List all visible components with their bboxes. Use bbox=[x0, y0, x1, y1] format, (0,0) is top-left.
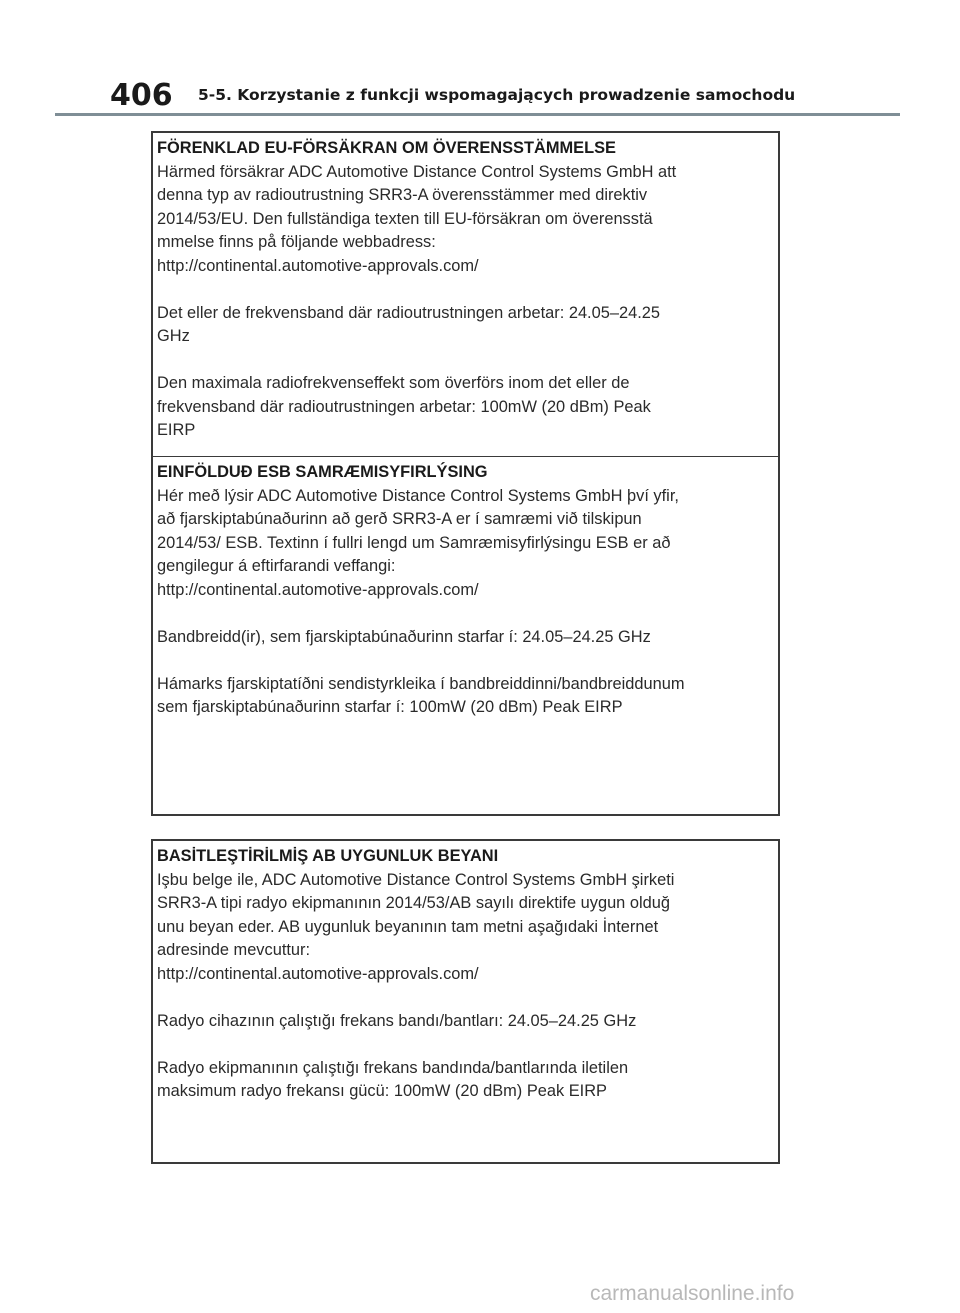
declaration-paragraph: Härmed försäkrar ADC Automotive Distance Control Systems GmbH att denna typ av radioutrustning SRR3-A överensstämmer med direktiv 2014/53/EU. Den fullständiga texten till EU-försäkran om överensstä mmelse finns på följande webbadress: http://continental.automotive-approvals.com/ bbox=[157, 162, 677, 275]
declaration-paragraph: Radyo cihazının çalıştığı frekans bandı/bantları: 24.05–24.25 GHz bbox=[157, 1011, 637, 1030]
declaration-box-icelandic bbox=[151, 456, 780, 816]
declaration-title-icelandic: EINFÖLDUÐ ESB SAMRÆMISYFIRLÝSING bbox=[157, 463, 488, 481]
declaration-paragraph: Radyo ekipmanının çalıştığı frekans bandında/bantlarında iletilen maksimum radyo frekansı gücü: 100mW (20 dBm) Peak EIRP bbox=[157, 1058, 629, 1100]
declaration-paragraph: Bandbreidd(ir), sem fjarskiptabúnaðurinn starfar í: 24.05–24.25 GHz bbox=[157, 627, 651, 646]
page-number: 406 bbox=[110, 78, 173, 113]
declaration-paragraph: Işbu belge ile, ADC Automotive Distance Control Systems GmbH şirketi SRR3-A tipi radyo ekipmanının 2014/53/AB sayılı direktife uygun olduğ unu beyan eder. AB uygunluk beyanının tam metni aşağıdaki İnternet adresinde mevcuttur: http://continental.automotive-approvals.com/ bbox=[157, 870, 675, 983]
declaration-paragraph: Hámarks fjarskiptatíðni sendistyrkleika í bandbreiddinni/bandbreiddunum sem fjarskiptabúnaðurinn starfar í: 100mW (20 dBm) Peak EIRP bbox=[157, 674, 685, 716]
declaration-title-turkish: BASİTLEŞTİRİLMİŞ AB UYGUNLUK BEYANI bbox=[157, 847, 499, 865]
section-title: 5-5. Korzystanie z funkcji wspomagających prowadzenie samochodu bbox=[198, 86, 796, 104]
watermark: carmanualsonline.info bbox=[590, 1282, 795, 1305]
declaration-paragraph: Den maximala radiofrekvenseffekt som överförs inom det eller de frekvensband där radioutrustningen arbetar: 100mW (20 dBm) Peak EIRP bbox=[157, 374, 651, 439]
header-rule bbox=[55, 113, 900, 116]
declaration-paragraph: Hér með lýsir ADC Automotive Distance Control Systems GmbH því yfir, að fjarskiptabúnaðurinn að gerð SRR3-A er í samræmi við tilskipun 2014/53/ ESB. Textinn í fullri lengd um Samræmisyfirlýsingu ESB er að gengilegur á eftirfarandi veffangi: http://continental.automotive-approvals.com/ bbox=[157, 486, 679, 599]
page-header bbox=[0, 0, 960, 120]
declaration-title-swedish: FÖRENKLAD EU-FÖRSÄKRAN OM ÖVERENSSTÄMMELSE bbox=[157, 139, 616, 157]
declaration-paragraph: Det eller de frekvensband där radioutrustningen arbetar: 24.05–24.25 GHz bbox=[157, 303, 660, 345]
declaration-box-swedish bbox=[151, 131, 780, 457]
declaration-box-turkish bbox=[151, 839, 780, 1164]
